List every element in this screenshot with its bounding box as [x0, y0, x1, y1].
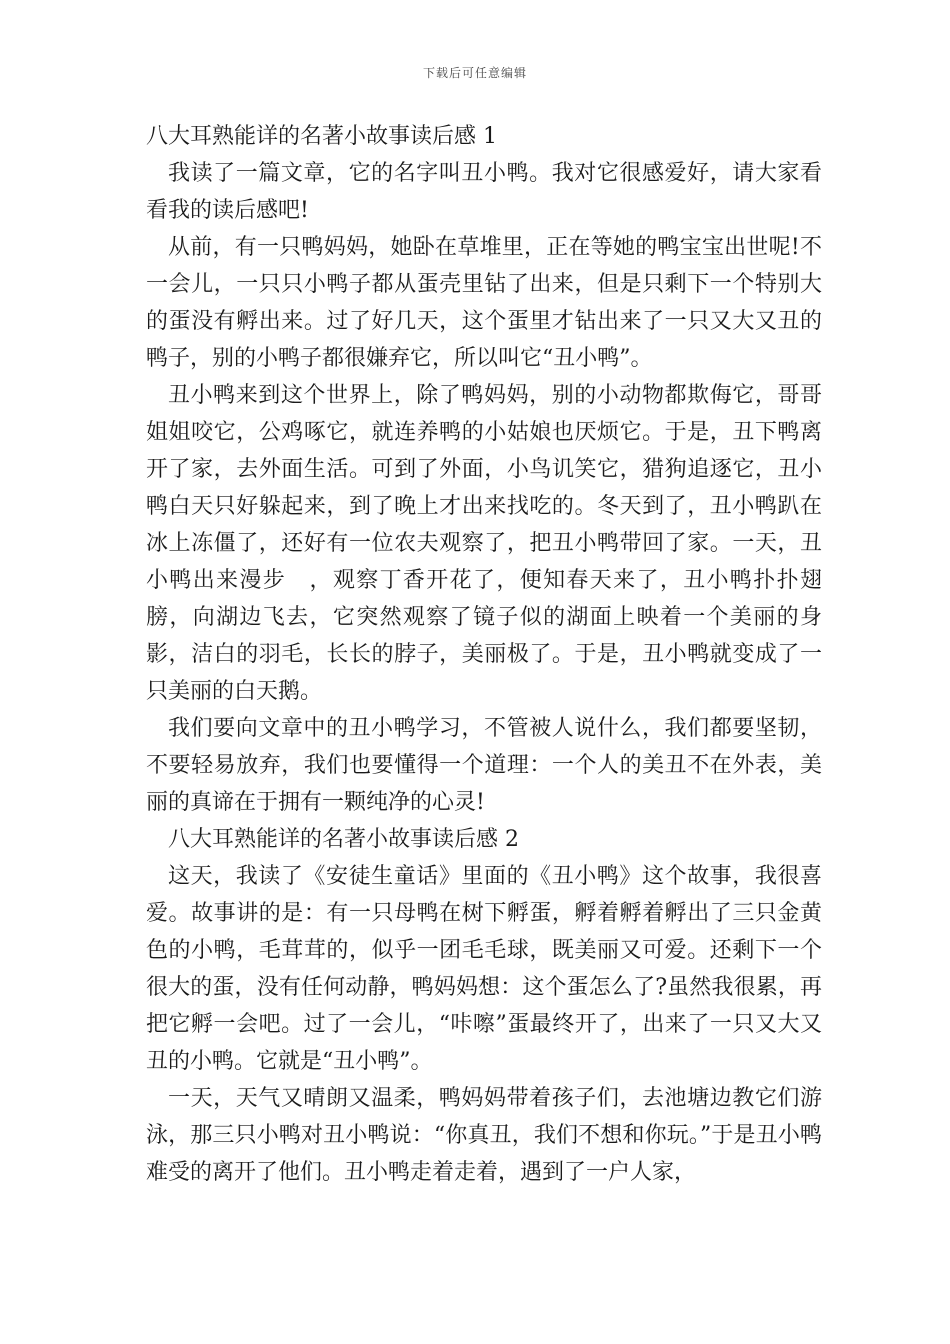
paragraph-2: 从前，有一只鸭妈妈，她卧在草堆里，正在等她的鸭宝宝出世呢!不一会儿，一只只小鸭子都从蛋壳里钻了出来，但是只剩下一个特别大的蛋没有孵出来。过了好几天，这个蛋里才钻出来了一只又大又丑的鸭子，别的小鸭子都很嫌弃它，所以叫它“丑小鸭”。	[146, 235, 822, 371]
paragraph-4: 我们要向文章中的丑小鸭学习，不管被人说什么，我们都要坚韧，不要轻易放弃，我们也要懂得一个道理：一个人的美丑不在外表，美丽的真谛在于拥有一颗纯净的心灵!	[146, 716, 822, 815]
page-header: 下载后可任意编辑	[422, 66, 527, 80]
paragraph-1: 我读了一篇文章，它的名字叫丑小鸭。我对它很感爱好，请大家看看我的读后感吧!	[146, 161, 822, 223]
section-title-1: 八大耳熟能详的名著小故事读后感 1	[146, 124, 497, 149]
paragraph-3: 丑小鸭来到这个世界上，除了鸭妈妈，别的小动物都欺侮它，哥哥姐姐咬它，公鸡啄它，就连养鸭的小姑娘也厌烦它。于是，丑下鸭离开了家，去外面生活。可到了外面，小鸟讥笑它，猎狗追逐它，丑小鸭白天只好躲起来，到了晚上才出来找吃的。冬天到了，丑小鸭趴在冰上冻僵了，还好有一位农夫观察了，把丑小鸭带回了家。一天，丑小鸭出来漫步 ，观察丁香开花了，便知春天来了，丑小鸭扑扑翅膀，向湖边飞去，它突然观察了镜子似的湖面上映着一个美丽的身影，洁白的羽毛，长长的脖子，美丽极了。于是，丑小鸭就变成了一只美丽的白天鹅。	[146, 383, 822, 704]
paragraph-6: 一天，天气又晴朗又温柔，鸭妈妈带着孩子们，去池塘边教它们游泳，那三只小鸭对丑小鸭说：“你真丑，我们不想和你玩。”于是丑小鸭难受的离开了他们。丑小鸭走着走着，遇到了一户人家，	[146, 1086, 822, 1185]
paragraph-5: 这天，我读了《安徒生童话》里面的《丑小鸭》这个故事，我很喜爱。故事讲的是：有一只母鸭在树下孵蛋，孵着孵着孵出了三只金黄色的小鸭，毛茸茸的，似乎一团毛毛球，既美丽又可爱。还剩下一个很大的蛋，没有任何动静，鸭妈妈想：这个蛋怎么了?虽然我很累，再把它孵一会吧。过了一会儿，“咔嚓”蛋最终开了，出来了一只又大又丑的小鸭。它就是“丑小鸭”。	[146, 864, 822, 1074]
document-body	[146, 118, 822, 1191]
section-title-2: 八大耳熟能详的名著小故事读后感 2	[168, 827, 519, 852]
